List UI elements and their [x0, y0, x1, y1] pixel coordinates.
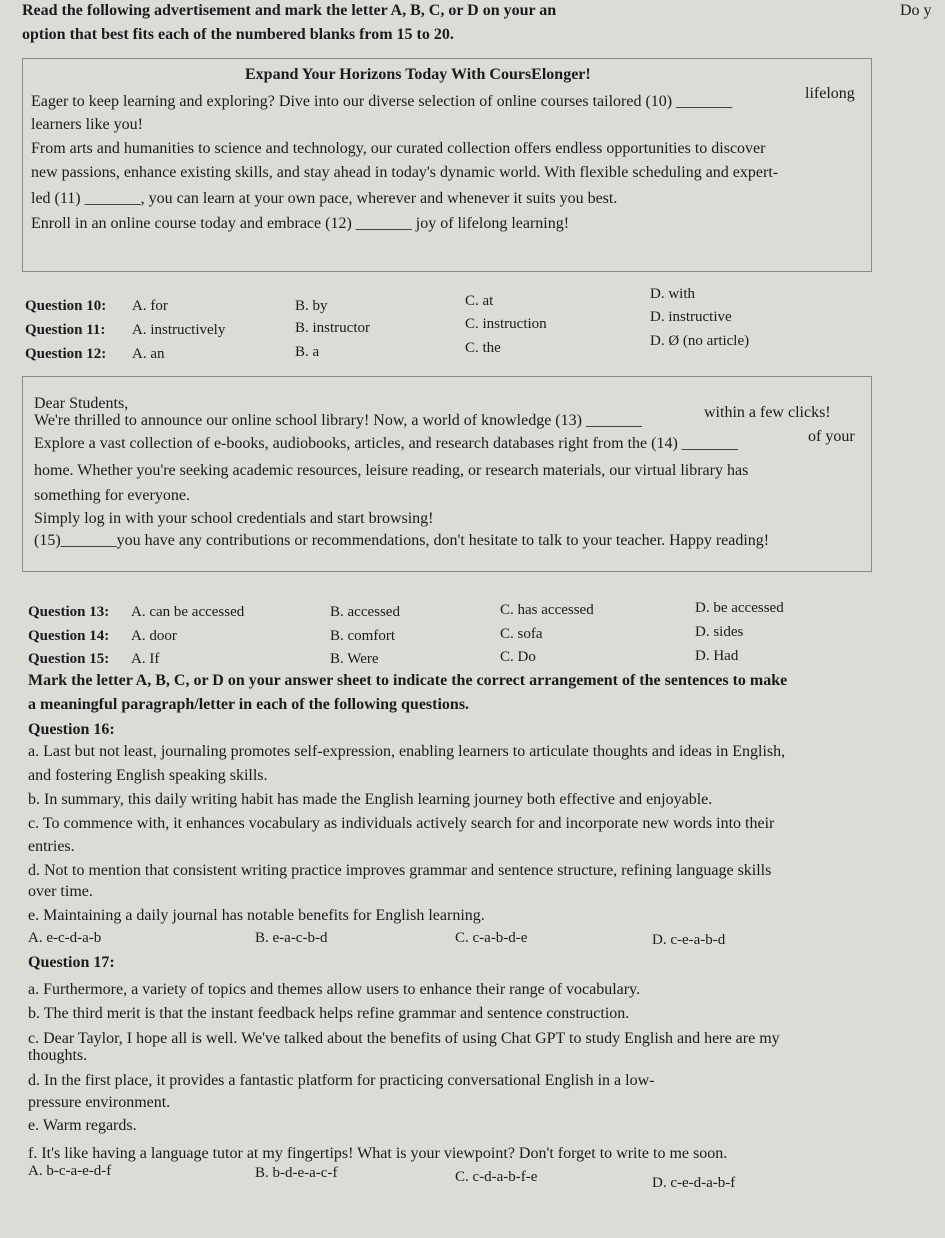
letter-line-4: something for everyone. [34, 487, 190, 504]
sentence-c-2: entries. [28, 838, 75, 855]
sentence-a-1: a. Last but not least, journaling promotes self-expression, enabling learners to articulate thoughts and ideas in English, [28, 743, 786, 760]
option-c: C. at [465, 293, 494, 309]
option-b: B. instructor [295, 320, 370, 336]
ad-title: Expand Your Horizons Today With CoursElonger! [245, 66, 591, 83]
option-c: C. the [465, 340, 501, 356]
ad-line-1a: Eager to keep learning and exploring? Dive into our diverse selection of online courses tailored (10) _______ [31, 93, 733, 110]
option-d: D. Had [695, 648, 739, 664]
option-a: A. instructively [132, 322, 226, 338]
sentence-e: e. Warm regards. [28, 1117, 137, 1134]
letter-line-1b: within a few clicks! [704, 404, 831, 421]
letter-line-5: Simply log in with your school credentials and start browsing! [34, 510, 434, 527]
letter-line-2a: Explore a vast collection of e-books, audiobooks, articles, and research databases right from the (14) _______ [34, 435, 738, 452]
sentence-f: f. It's like having a language tutor at my fingertips! What is your viewpoint? Don't forget to write to me soon. [28, 1145, 728, 1162]
question-label: Question 17: [28, 954, 115, 971]
sentence-c-2: thoughts. [28, 1047, 88, 1064]
option-c: C. c-d-a-b-f-e [455, 1169, 538, 1185]
option-c: C. instruction [465, 316, 547, 332]
instruction-line-2: option that best fits each of the numbered blanks from 15 to 20. [22, 26, 454, 43]
option-b: B. a [295, 344, 320, 360]
option-a: A. door [131, 628, 177, 644]
sentence-e: e. Maintaining a daily journal has notable benefits for English learning. [28, 907, 485, 924]
letter-line-1a: We're thrilled to announce our online school library! Now, a world of knowledge (13) _______ [34, 412, 642, 429]
sentence-d-2: pressure environment. [28, 1094, 171, 1111]
option-a: A. can be accessed [131, 604, 245, 620]
option-b: B. comfort [330, 628, 395, 644]
option-b: B. Were [330, 651, 379, 667]
option-a: A. an [132, 346, 165, 362]
sentence-c-1: c. Dear Taylor, I hope all is well. We've talked about the benefits of using Chat GPT to study English and here are my [28, 1030, 780, 1047]
ad-line-1c: learners like you! [31, 116, 143, 133]
option-a: A. e-c-d-a-b [28, 930, 102, 946]
ad-line-3: Enroll in an online course today and embrace (12) _______ joy of lifelong learning! [31, 215, 570, 232]
ad-line-2c: led (11) _______, you can learn at your own pace, wherever and whenever it suits you best. [31, 190, 618, 207]
option-c: C. has accessed [500, 602, 594, 618]
question-label: Question 10: [25, 298, 107, 314]
ad-line-2b: new passions, enhance existing skills, and stay ahead in today's dynamic world. With flexible scheduling and expert- [31, 164, 779, 181]
letter-line-2b: of your [808, 428, 855, 445]
sentence-b: b. The third merit is that the instant feedback helps refine grammar and sentence construction. [28, 1005, 630, 1022]
option-a: A. for [132, 298, 168, 314]
sentence-a-2: and fostering English speaking skills. [28, 767, 268, 784]
instruction-line-1: Read the following advertisement and mark the letter A, B, C, or D on your an [22, 2, 557, 19]
arrange-instruction-1: Mark the letter A, B, C, or D on your answer sheet to indicate the correct arrangement of the sentences to make [28, 672, 788, 689]
option-b: B. by [295, 298, 328, 314]
option-b: B. b-d-e-a-c-f [255, 1165, 338, 1181]
option-a: A. If [131, 651, 160, 667]
question-label: Question 12: [25, 346, 107, 362]
question-label: Question 14: [28, 628, 110, 644]
option-c: C. c-a-b-d-e [455, 930, 528, 946]
sentence-a: a. Furthermore, a variety of topics and themes allow users to enhance their range of vocabulary. [28, 981, 641, 998]
option-c: C. sofa [500, 626, 543, 642]
option-d: D. instructive [650, 309, 732, 325]
option-b: B. accessed [330, 604, 400, 620]
option-a: A. b-c-a-e-d-f [28, 1163, 112, 1179]
ad-line-1b: lifelong [805, 85, 855, 102]
question-label: Question 11: [25, 322, 106, 338]
sentence-d-1: d. Not to mention that consistent writing practice improves grammar and sentence structure, refining language skills [28, 862, 772, 879]
sentence-b: b. In summary, this daily writing habit has made the English learning journey both effective and enjoyable. [28, 791, 713, 808]
letter-line-6: (15)_______you have any contributions or recommendations, don't hesitate to talk to your teacher. Happy reading! [34, 532, 770, 549]
option-d: D. c-e-a-b-d [652, 932, 726, 948]
arrange-instruction-2: a meaningful paragraph/letter in each of the following questions. [28, 696, 470, 713]
question-label: Question 13: [28, 604, 110, 620]
question-label: Question 15: [28, 651, 110, 667]
letter-greeting: Dear Students, [34, 395, 129, 412]
sentence-c-1: c. To commence with, it enhances vocabulary as individuals actively search for and incorporate new words into their [28, 815, 775, 832]
option-d: D. Ø (no article) [650, 333, 750, 349]
option-b: B. e-a-c-b-d [255, 930, 328, 946]
corner-text: Do y [900, 2, 932, 19]
option-d: D. c-e-d-a-b-f [652, 1175, 736, 1191]
sentence-d-2: over time. [28, 883, 93, 900]
option-d: D. with [650, 286, 695, 302]
ad-line-2a: From arts and humanities to science and technology, our curated collection offers endless opportunities to discover [31, 140, 766, 157]
question-label: Question 16: [28, 721, 115, 738]
option-d: D. sides [695, 624, 744, 640]
option-d: D. be accessed [695, 600, 784, 616]
letter-line-3: home. Whether you're seeking academic resources, leisure reading, or research materials, our virtual library has [34, 462, 749, 479]
option-c: C. Do [500, 649, 536, 665]
sentence-d-1: d. In the first place, it provides a fantastic platform for practicing conversational English in a low- [28, 1072, 655, 1089]
